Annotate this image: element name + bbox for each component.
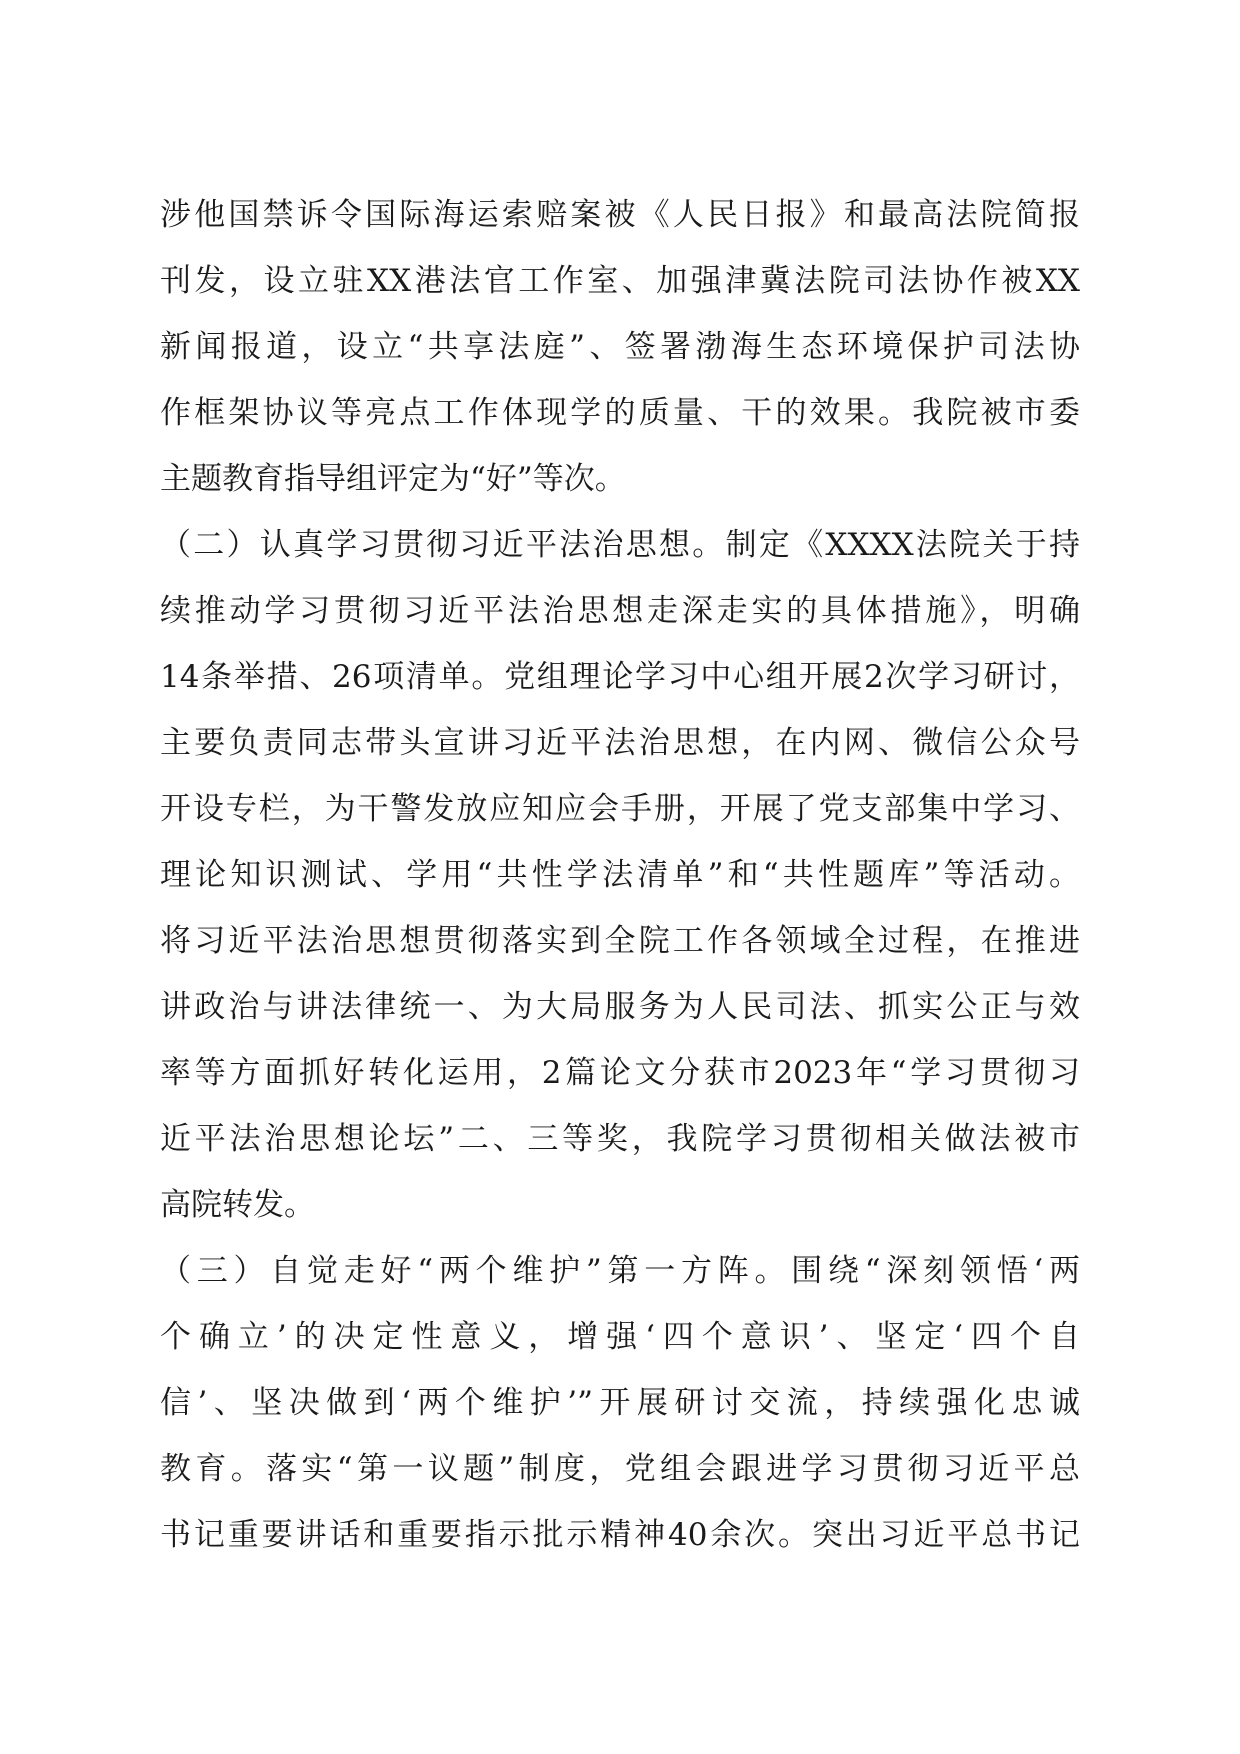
- text-line: 刊发，设立驻XX港法官工作室、加强津冀法院司法协作被XX: [160, 263, 1080, 299]
- text-line: 书记重要讲话和重要指示批示精神40余次。突出习近平总书记: [160, 1517, 1080, 1553]
- text-line: 将习近平法治思想贯彻落实到全院工作各领域全过程，在推进: [160, 923, 1080, 959]
- text-line: 信’、坚决做到‘两个维护’”开展研讨交流，持续强化忠诚: [160, 1385, 1080, 1421]
- text-line: 理论知识测试、学用“共性学法清单”和“共性题库”等活动。: [160, 857, 1080, 893]
- text-line: 个确立’的决定性意义，增强‘四个意识’、坚定‘四个自: [160, 1319, 1080, 1355]
- text-line: 讲政治与讲法律统一、为大局服务为人民司法、抓实公正与效: [160, 989, 1080, 1025]
- text-line: 主题教育指导组评定为“好”等次。: [160, 461, 626, 497]
- text-line: 续推动学习贯彻习近平法治思想走深走实的具体措施》，明确: [160, 593, 1080, 629]
- section-heading-line: （二）认真学习贯彻习近平法治思想。制定《XXXX法院关于持: [160, 527, 1080, 563]
- text-line: 作框架协议等亮点工作体现学的质量、干的效果。我院被市委: [160, 395, 1080, 431]
- text-line: 率等方面抓好转化运用，2篇论文分获市2023年“学习贯彻习: [160, 1055, 1080, 1091]
- text-line: 高院转发。: [160, 1187, 315, 1223]
- text-line: 开设专栏，为干警发放应知应会手册，开展了党支部集中学习、: [160, 791, 1080, 827]
- text-line: 新闻报道，设立“共享法庭”、签署渤海生态环境保护司法协: [160, 329, 1080, 365]
- text-line: 涉他国禁诉令国际海运索赔案被《人民日报》和最高法院简报: [160, 197, 1080, 233]
- text-line: 教育。落实“第一议题”制度，党组会跟进学习贯彻习近平总: [160, 1451, 1080, 1487]
- text-line: 近平法治思想论坛”二、三等奖，我院学习贯彻相关做法被市: [160, 1121, 1080, 1157]
- text-line: 主要负责同志带头宣讲习近平法治思想，在内网、微信公众号: [160, 725, 1080, 761]
- text-line: 14条举措、26项清单。党组理论学习中心组开展2次学习研讨，: [160, 659, 1080, 695]
- section-heading-line: （三）自觉走好“两个维护”第一方阵。围绕“深刻领悟‘两: [160, 1253, 1080, 1289]
